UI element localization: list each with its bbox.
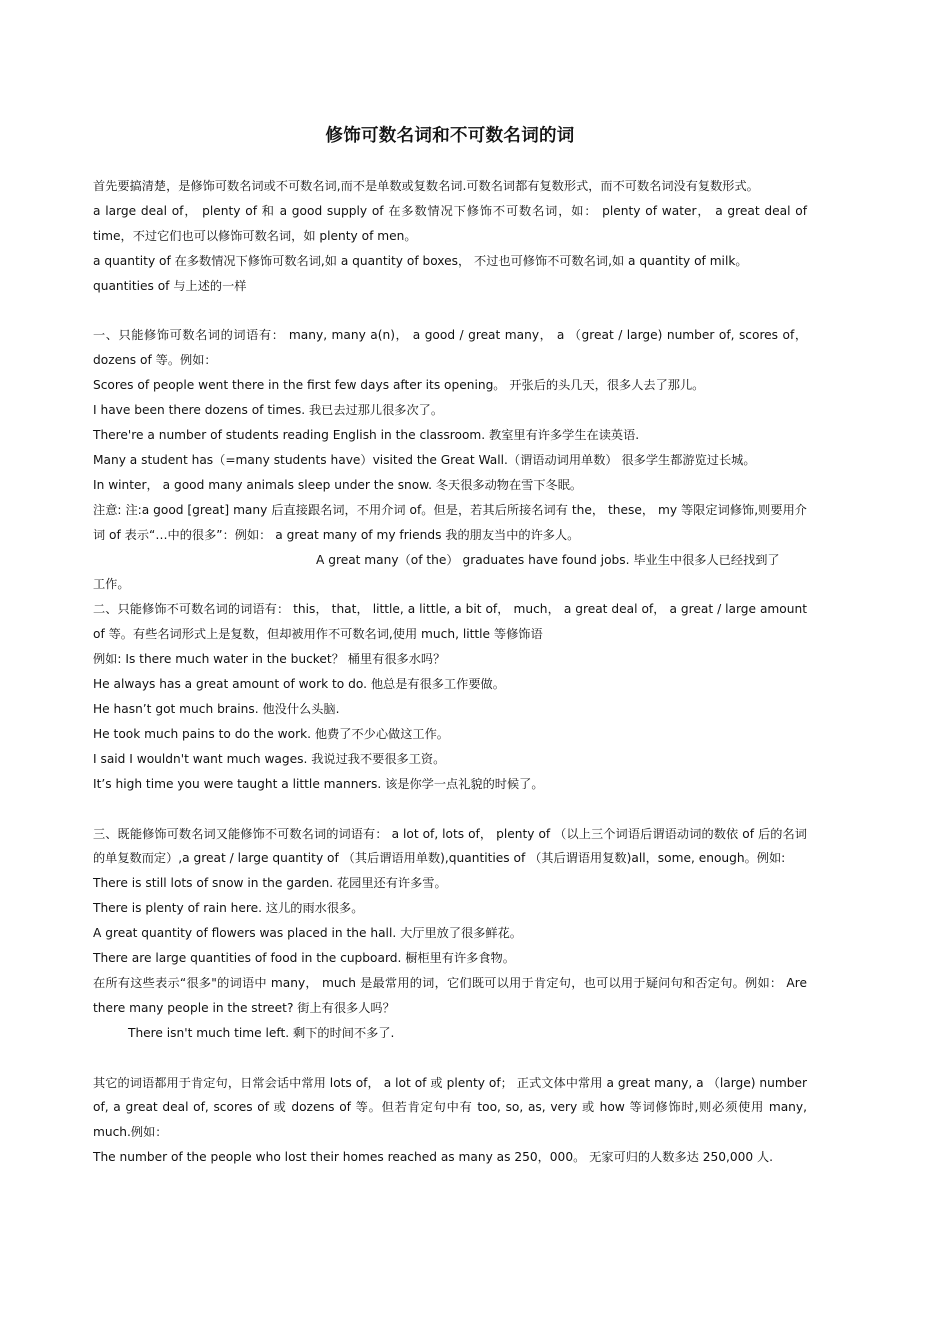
document-page bbox=[93, 124, 807, 1170]
example-sentence: There isn't much time left. 剩下的时间不多了. bbox=[128, 1025, 395, 1040]
note-paragraph: 在所有这些表示“很多"的词语中 many， much 是最常用的词，它们既可以用于肯定句，也可以用于疑问句和否定句。例如： Are there many people in the street? 街上有很多人吗？ bbox=[93, 975, 807, 1015]
blank-line bbox=[93, 1046, 807, 1071]
section-heading-both: 三、既能修饰可数名词又能修饰不可数名词的词语有： a lot of, lots of， plenty of （以上三个词语后谓语动词的数依 of 后的名词的单复数而定）,a great / large quantity of （其后谓语用单数),quantities of （其后谓语用复数)all，some, enough。例如: bbox=[93, 826, 807, 866]
example-sentence: The number of the people who lost their homes reached as many as 250，000。 无家可归的人数多达 250,000 人. bbox=[93, 1150, 774, 1165]
example-sentence: There is still lots of snow in the garden. 花园里还有许多雪。 bbox=[93, 876, 447, 891]
section-heading-uncountable: 二、只能修饰不可数名词的词语有： this， that， little, a little, a bit of， much， a great deal of， a great / large amount of 等。有些名词形式上是复数，但却被用作不可数名词,使用 much, little 等修饰语 bbox=[93, 602, 807, 642]
example-sentence: A great many（of the） graduates have found jobs. 毕业生中很多人已经找到了 bbox=[316, 552, 780, 567]
example-sentence: There is plenty of rain here. 这儿的雨水很多。 bbox=[93, 901, 364, 916]
example-sentence: In winter， a good many animals sleep under the snow. 冬天很多动物在雪下冬眠。 bbox=[93, 477, 583, 492]
example-sentence: He took much pains to do the work. 他费了不少心做这工作。 bbox=[93, 726, 449, 741]
example-sentence: There are large quantities of food in the cupboard. 橱柜里有许多食物。 bbox=[93, 951, 515, 966]
paragraph: 首先要搞清楚，是修饰可数名词或不可数名词,而不是单数或复数名词.可数名词都有复数形式，而不可数名词没有复数形式。 bbox=[93, 179, 759, 193]
paragraph: a quantity of 在多数情况下修饰可数名词,如 a quantity of boxes， 不过也可修饰不可数名词,如 a quantity of milk。 bbox=[93, 253, 748, 268]
example-sentence: Many a student has（=many students have）visited the Great Wall.（谓语动词用单数） 很多学生都游览过长城。 bbox=[93, 452, 756, 467]
document-title: 修饰可数名词和不可数名词的词 bbox=[325, 126, 575, 146]
example-sentence-continued: 工作。 bbox=[93, 577, 130, 592]
example-sentence: A great quantity of flowers was placed in the hall. 大厅里放了很多鲜花。 bbox=[93, 926, 522, 941]
example-sentence: He hasn’t got much brains. 他没什么头脑. bbox=[93, 702, 340, 717]
example-sentence: 例如: Is there much water in the bucket？ 桶里有很多水吗？ bbox=[93, 652, 446, 667]
note-paragraph: 注意: 注:a good [great] many 后直接跟名词，不用介词 of。但是，若其后所接名词有 the， these， my 等限定词修饰,则要用介词 of 表示“…中的很多”：例如： a great many of my friends 我的朋友当中的许多人。 bbox=[93, 502, 807, 542]
paragraph: quantities of 与上述的一样 bbox=[93, 278, 247, 293]
example-sentence: There're a number of students reading English in the classroom. 教室里有许多学生在读英语. bbox=[93, 428, 640, 443]
note-paragraph: 其它的词语都用于肯定句，日常会话中常用 lots of， a lot of 或 plenty of； 正式文体中常用 a great many, a （large) number of, a great deal of, scores of 或 dozens of 等。但若肯定句中有 too, so, as, very 或 how 等词修饰时,则必须使用 many, much.例如： bbox=[93, 1075, 807, 1140]
example-sentence: Scores of people went there in the first few days after its opening。 开张后的头几天，很多人去了那儿。 bbox=[93, 378, 705, 393]
section-heading-countable: 一、只能修饰可数名词的词语有： many, many a(n)， a good / great many， a （great / large) number of, scores of，dozens of 等。例如： bbox=[93, 328, 807, 368]
example-sentence: I have been there dozens of times. 我已去过那儿很多次了。 bbox=[93, 403, 444, 418]
paragraph: a large deal of， plenty of 和 a good supply of 在多数情况下修饰不可数名词，如： plenty of water， a great deal of time，不过它们也可以修饰可数名词，如 plenty of men。 bbox=[93, 203, 807, 243]
example-sentence: I said I wouldn't want much wages. 我说过我不要很多工资。 bbox=[93, 751, 446, 766]
blank-line bbox=[93, 797, 807, 822]
blank-line bbox=[93, 299, 807, 324]
example-sentence: It’s high time you were taught a little manners. 该是你学一点礼貌的时候了。 bbox=[93, 776, 544, 791]
example-sentence: He always has a great amount of work to do. 他总是有很多工作要做。 bbox=[93, 677, 505, 692]
